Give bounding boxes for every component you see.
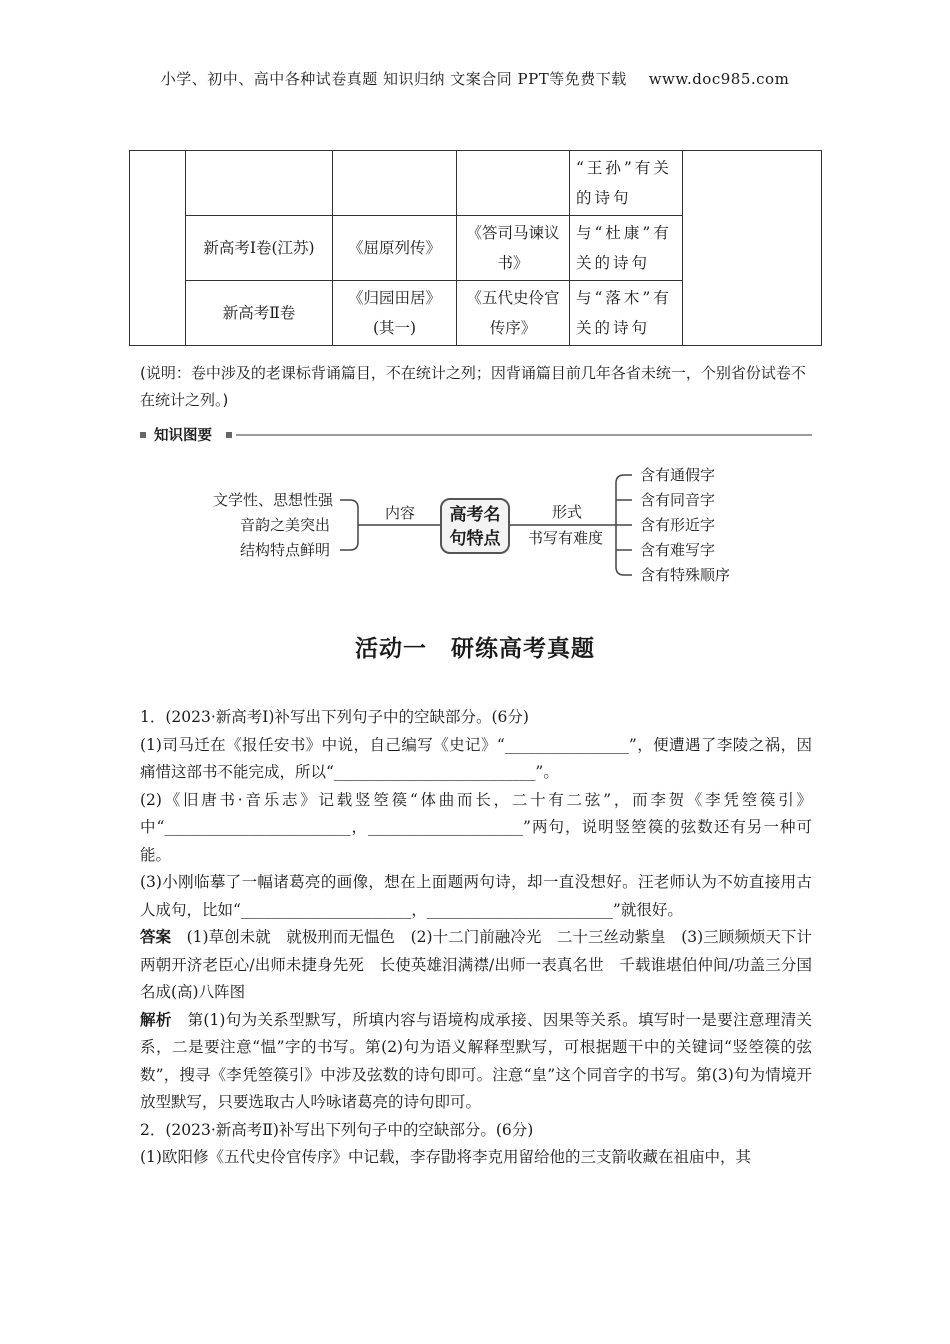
header-url[interactable]: www.doc985.com [648, 70, 790, 88]
table-cell [130, 151, 186, 346]
center-line: 高考名 [449, 505, 501, 525]
exam-table [129, 150, 822, 346]
square-icon [226, 432, 232, 438]
analysis-block [140, 1007, 812, 1117]
section-title: 知识图要 [154, 428, 212, 444]
analysis-label: 解析 [140, 1010, 172, 1029]
mind-map-item: 音韵之美突出 [240, 516, 331, 534]
table-cell: 《答司马谏议书》 [457, 216, 570, 281]
analysis-text: 第(1)句为关系型默写，所填内容与语境构成承接、因果等关系。填写时一是要注意理清关系，二是要注意“愠”字的书写。第(2)句为语义解释型默写，可根据题干中的关键词“竖箜篌的弦数”，搜寻《李凭箜篌引》中涉及弦数的诗句即可。注意“皇”这个同音字的书写。第(3)句为情境开放型默写，只要选取古人吟咏诸葛亮的诗句即可。 [140, 1010, 812, 1111]
table-cell [333, 151, 457, 216]
mind-map-item: 含有通假字 [640, 466, 716, 484]
activity-title: 活动一 研练高考真题 [355, 636, 595, 662]
table-cell: 《归园田居》(其一) [333, 281, 457, 346]
mind-map-label: 内容 [385, 504, 416, 522]
question-part: (3)小刚临摹了一幅诸葛亮的画像，想在上面题两句诗，却一直没想好。汪老师认为不妨直接用古人成句，比如“______________________，________________________”就很好。 [140, 873, 812, 919]
answer-text: (1)草创未就 就极刑而无愠色 (2)十二门前融冷光 二十三丝动紫皇 (3)三顾频烦天下计 两朝开济老臣心/出师未捷身先死 长使英雄泪满襟/出师一表真名世 千载谁堪伯仲间/功盖三分国 名成(高)八阵图 [140, 928, 828, 1001]
table-cell: 新高考Ⅱ卷 [186, 281, 333, 346]
table-cell [683, 151, 822, 346]
mind-map-center [440, 498, 510, 554]
question-heading: 2．(2023·新高考Ⅱ)补写出下列句子中的空缺部分。(6分) [140, 1120, 534, 1139]
table-cell [457, 151, 570, 216]
mind-map-item: 结构特点鲜明 [240, 541, 331, 559]
mind-map-item: 含有形近字 [640, 516, 716, 534]
mind-map [200, 460, 760, 592]
question-heading: 1．(2023·新高考Ⅰ)补写出下列句子中的空缺部分。(6分) [140, 708, 529, 726]
table-cell: 《五代史伶官传序》 [457, 281, 570, 346]
table-cell: 新高考Ⅰ卷(江苏) [186, 216, 333, 281]
table-cell: 《屈原列传》 [333, 216, 457, 281]
note-text: (说明：卷中涉及的老课标背诵篇目，不在统计之列；因背诵篇目前几年各省未统一，个别省份试卷不在统计之列。) [140, 364, 806, 409]
divider [236, 434, 812, 436]
mind-map-item: 含有难写字 [640, 541, 716, 559]
mind-map-item: 文学性、思想性强 [213, 491, 334, 509]
table-cell [186, 151, 333, 216]
center-line: 句特点 [449, 529, 501, 549]
mind-map-label: 形式 [552, 503, 583, 521]
question-part: (2)《旧唐书·音乐志》记载竖箜篌“体曲而长，二十有二弦”，而李贺《李凭箜篌引》中“________________________，____________________”两句，说明竖箜篌的弦数还有另一种可能。 [140, 790, 812, 864]
table-cell: “王孙”有关的诗句 [570, 151, 683, 216]
square-icon [140, 432, 146, 438]
question-part: (1)司马迁在《报任安书》中说，自己编写《史记》“________________”，便遭遇了李陵之祸，因痛惜这部书不能完成，所以“__________________________”。 [140, 735, 812, 781]
table-row [130, 151, 822, 216]
page-header [0, 68, 950, 89]
answer-block [140, 924, 828, 1007]
header-text: 小学、初中、高中各种试卷真题 知识归纳 文案合同 PPT等免费下载 [160, 70, 627, 88]
mind-map-item: 含有同音字 [640, 491, 716, 509]
table-cell: 与“落木”有关的诗句 [570, 281, 683, 346]
question-part: (1)欧阳修《五代史伶官传序》中记载，李存勖将李克用留给他的三支箭收藏在祖庙中，其 [140, 1148, 751, 1166]
mind-map-label: 书写有难度 [528, 529, 604, 547]
table-cell: 与“杜康”有关的诗句 [570, 216, 683, 281]
section-header [140, 424, 812, 446]
answer-label: 答案 [140, 928, 172, 946]
question-1 [140, 704, 828, 1172]
mind-map-item: 含有特殊顺序 [640, 566, 731, 584]
